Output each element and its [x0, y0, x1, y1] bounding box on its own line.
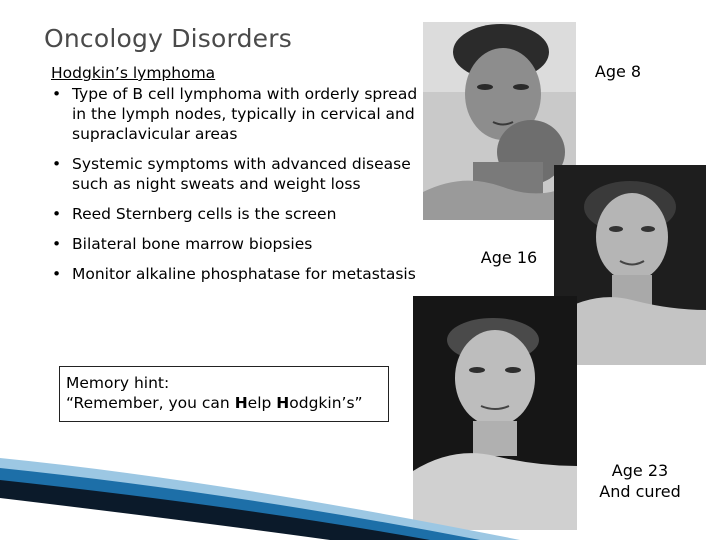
bullet-item: • Systemic symptoms with advanced disease such as night sweats and weight loss [50, 154, 420, 194]
bullet-item: • Bilateral bone marrow biopsies [50, 234, 420, 254]
bullet-item: • Monitor alkaline phosphatase for metastasis [50, 264, 420, 284]
bullet-list [50, 84, 420, 294]
decorative-wave [0, 440, 520, 540]
memory-hint-box [59, 366, 389, 422]
label-age-16: Age 16 [480, 248, 538, 267]
slide-title: Oncology Disorders [44, 24, 292, 53]
hint-text: “Remember, you can Help Hodgkin’s” [66, 394, 363, 412]
bullet-item: • Type of B cell lymphoma with orderly spread in the lymph nodes, typically in cervical and supraclavicular areas [50, 84, 420, 144]
label-age-23: Age 23 And cured [599, 461, 681, 501]
hint-heading: Memory hint: [66, 374, 170, 392]
label-age-8: Age 8 [594, 62, 642, 81]
section-subtitle: Hodgkin’s lymphoma [51, 64, 216, 82]
bullet-item: • Reed Sternberg cells is the screen [50, 204, 420, 224]
